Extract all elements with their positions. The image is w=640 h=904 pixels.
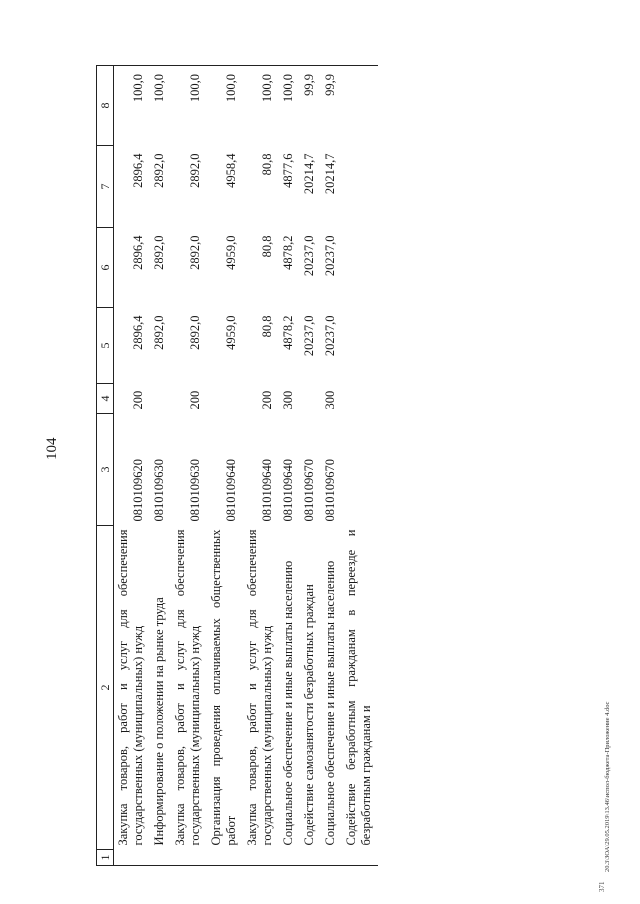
row-value-7: 4877,6 — [281, 153, 295, 188]
table-row — [114, 66, 151, 866]
table-row — [207, 66, 243, 866]
row-value-7: 2892,0 — [188, 153, 202, 188]
row-value-5: 4878,2 — [281, 315, 295, 350]
row-cell-empty — [300, 850, 321, 866]
row-name: Социальное обеспечение и иные выплаты населению — [281, 560, 295, 846]
row-value-8: 100,0 — [243, 66, 279, 146]
row-cell-empty — [171, 850, 207, 866]
row-value-6: 80,8 — [260, 235, 274, 258]
row-value-6 — [342, 228, 378, 308]
row-kvr: 200 — [260, 390, 274, 410]
header-cell: 8 — [97, 66, 114, 146]
row-code: 0810109670 — [302, 459, 316, 522]
header-cell: 5 — [97, 308, 114, 384]
row-kvr — [207, 384, 243, 414]
row-cell-empty — [342, 850, 378, 866]
row-value-7: 2896,4 — [131, 153, 145, 188]
row-value-5: 2896,4 — [131, 315, 145, 350]
row-code — [342, 414, 378, 526]
row-value-7: 20214,7 — [302, 153, 316, 195]
header-cell: 2 — [97, 526, 114, 850]
table-row — [150, 66, 171, 866]
row-cell-empty — [279, 850, 300, 866]
row-value-5 — [342, 308, 378, 384]
row-kvr: 300 — [281, 390, 295, 410]
row-value-8: 100,0 — [279, 66, 300, 146]
table-row — [300, 66, 321, 866]
row-value-8: 100,0 — [150, 66, 171, 146]
row-value-6: 2892,0 — [188, 235, 202, 270]
row-code: 0810109620 — [131, 459, 145, 522]
row-kvr — [300, 384, 321, 414]
row-code: 0810109640 — [224, 459, 238, 522]
row-code: 0810109630 — [152, 459, 166, 522]
row-value-7 — [342, 146, 378, 228]
budget-table — [96, 65, 378, 866]
budget-table-container — [96, 66, 576, 866]
row-name: Содействие самозанятости безработных граждан — [302, 584, 316, 846]
row-value-7: 4958,4 — [224, 153, 238, 188]
table-row — [342, 66, 378, 866]
row-kvr — [150, 384, 171, 414]
row-value-8: 100,0 — [171, 66, 207, 146]
row-value-7: 80,8 — [260, 153, 274, 176]
row-value-7: 2892,0 — [152, 153, 166, 188]
header-cell: 6 — [97, 228, 114, 308]
row-value-6: 4878,2 — [281, 235, 295, 270]
row-name: Организация проведения оплачиваемых общественных работ — [209, 529, 238, 846]
table-header-row — [97, 66, 114, 866]
header-cell: 1 — [97, 850, 114, 866]
row-cell-empty — [243, 850, 279, 866]
row-code: 0810109630 — [188, 459, 202, 522]
table-row — [321, 66, 342, 866]
row-cell-empty — [321, 850, 342, 866]
footer-file-path: 20.3\ЗОА\29.05.2019\13.46\испол-бюджета-Приложение 4.doc — [604, 701, 611, 872]
header-cell: 3 — [97, 414, 114, 526]
table-row — [279, 66, 300, 866]
row-cell-empty — [150, 850, 171, 866]
row-value-6: 20237,0 — [323, 235, 337, 277]
row-code: 0810109670 — [323, 459, 337, 522]
header-cell: 4 — [97, 384, 114, 414]
row-value-6: 4959,0 — [224, 235, 238, 270]
row-name: Социальное обеспечение и иные выплаты населению — [323, 560, 337, 846]
row-value-8: 100,0 — [207, 66, 243, 146]
row-code: 0810109640 — [260, 459, 274, 522]
row-value-7: 20214,7 — [323, 153, 337, 195]
row-value-5: 2892,0 — [188, 315, 202, 350]
row-value-5: 20237,0 — [323, 315, 337, 357]
corner-mark: 371 — [598, 881, 606, 892]
row-kvr: 300 — [323, 390, 337, 410]
row-kvr: 200 — [188, 390, 202, 410]
row-value-6: 2896,4 — [131, 235, 145, 270]
page-number: 104 — [44, 437, 60, 460]
row-value-6: 2892,0 — [152, 235, 166, 270]
row-value-8: 100,0 — [114, 66, 151, 146]
row-value-5: 80,8 — [260, 315, 274, 338]
table-row — [243, 66, 279, 866]
table-row — [171, 66, 207, 866]
row-name: Закупка товаров, работ и услуг для обеспечения государственных (муниципальных) нужд — [173, 529, 202, 846]
row-name: Информирование о положении на рынке труда — [152, 597, 166, 846]
row-cell-empty — [207, 850, 243, 866]
row-value-8: 99,9 — [321, 66, 342, 146]
row-cell-empty — [114, 850, 151, 866]
row-kvr: 200 — [131, 390, 145, 410]
row-value-8: 99,9 — [300, 66, 321, 146]
row-value-5: 4959,0 — [224, 315, 238, 350]
row-name: Содействие безработным гражданам в переезде и безработным гражданам и — [344, 529, 373, 846]
row-value-5: 20237,0 — [302, 315, 316, 357]
row-value-6: 20237,0 — [302, 235, 316, 277]
row-name: Закупка товаров, работ и услуг для обеспечения государственных (муниципальных) нужд — [116, 529, 145, 846]
row-name: Закупка товаров, работ и услуг для обеспечения государственных (муниципальных) нужд — [245, 529, 274, 846]
row-code: 0810109640 — [281, 459, 295, 522]
header-cell: 7 — [97, 146, 114, 228]
row-value-8 — [342, 66, 378, 146]
row-kvr — [342, 384, 378, 414]
row-value-5: 2892,0 — [152, 315, 166, 350]
